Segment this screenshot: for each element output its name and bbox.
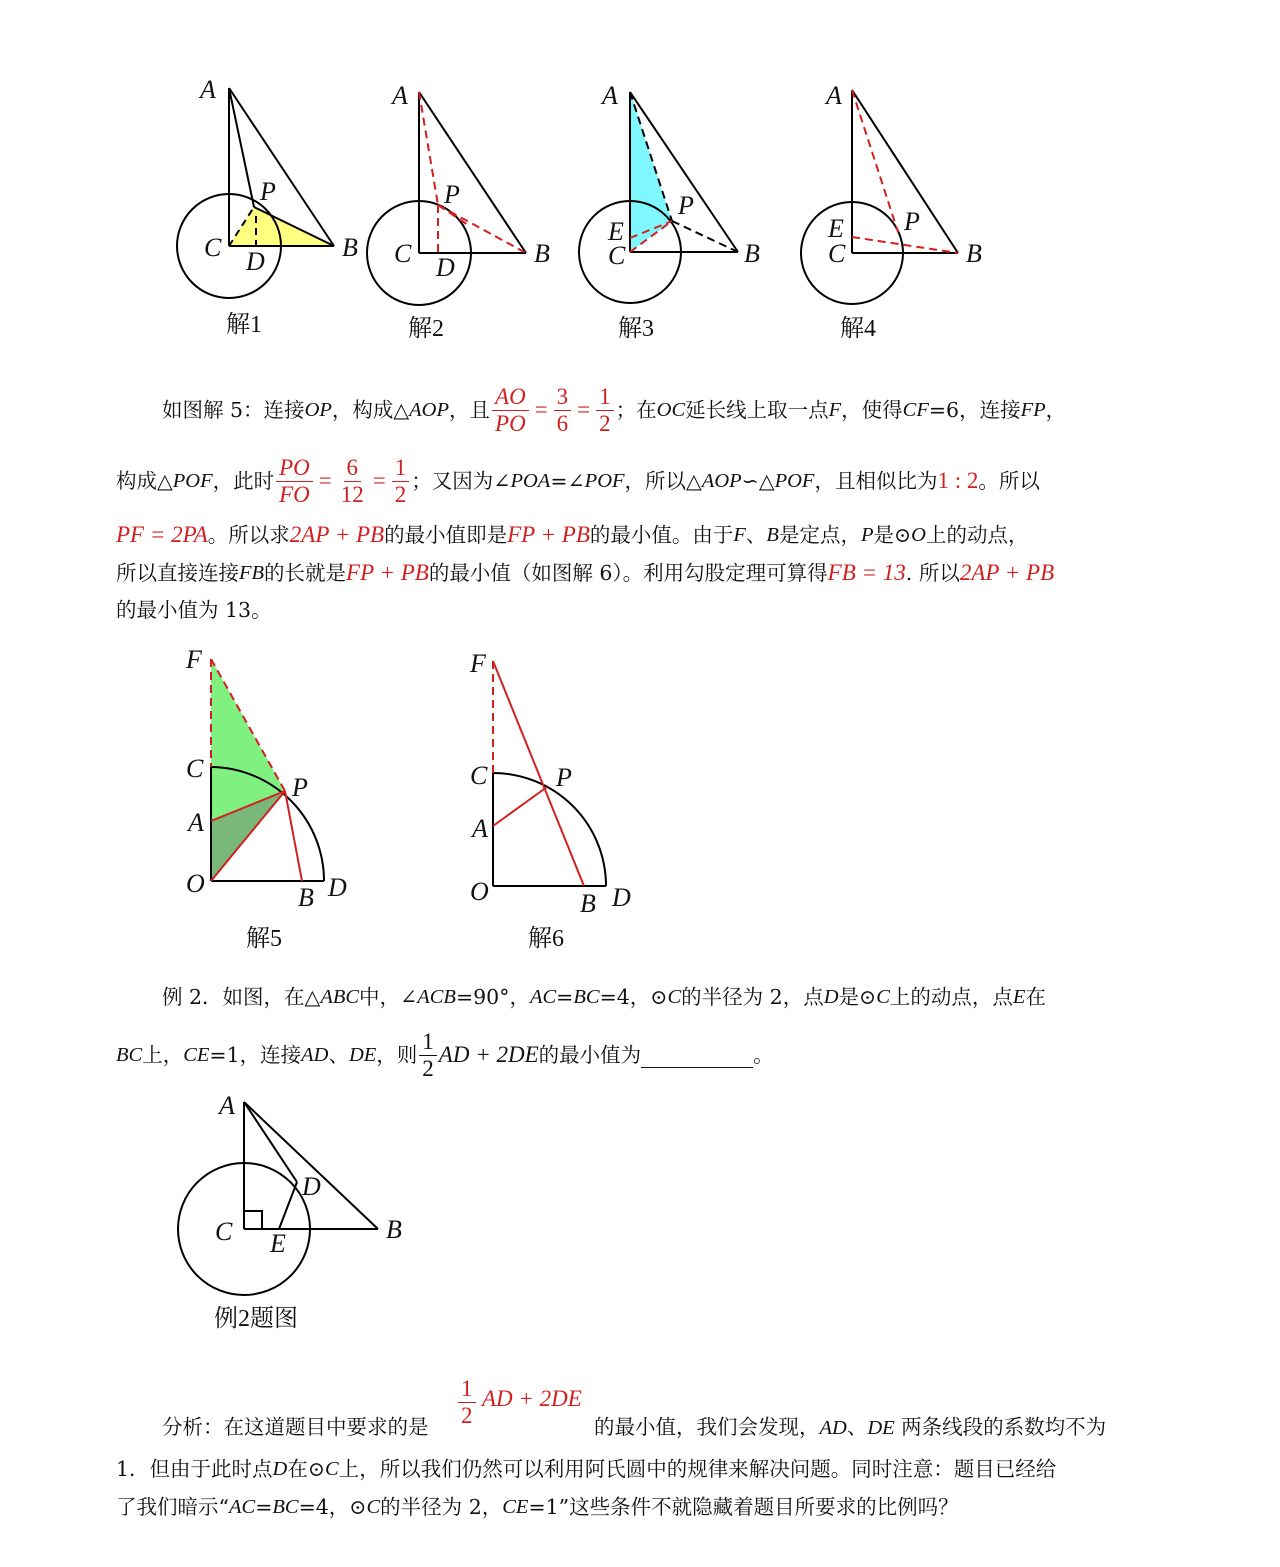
para-line-3: PF = 2PA 。所以求 2AP + PB 的最小值即是 FP + PB 的最小值。由于 F 、 B 是定点， P 是⊙ O 上的动点， [116,522,1029,547]
top-figures [0,0,1280,360]
analysis-line-3: 了我们暗示“ AC = BC =4，⊙ C 的半径为 2， CE =1”这些条件不就隐藏着题目所要求的比例吗？ [116,1495,959,1519]
svg-text:C: C [608,241,626,270]
svg-text:F: F [186,645,202,674]
fraction-po-fo: $\frac{PO}{FO}$ [276,455,313,508]
svg-text:P: P [904,207,920,236]
svg-text:D: D [436,253,455,282]
fraction-1-2b: $\frac{1}{2}$ [392,455,410,508]
caption-6: 解6 [528,926,564,952]
example-line-2: BC 上， CE =1，连接 AD 、 DE ，则 $\frac{1}{2}$ AD + 2DE 的最小值为 。 [116,1028,774,1081]
svg-text:B: B [744,239,760,268]
svg-text:A: A [602,81,618,110]
svg-text:P: P [444,180,460,209]
svg-text:C: C [394,239,412,268]
svg-text:A: A [200,75,216,104]
analysis-text [116,1376,1166,1526]
svg-text:E: E [270,1229,286,1258]
para-line-1: 如图解 5：连接 OP ，构成△ AOP ，且 $\frac{AO}{PO}$ = $\frac{3}{6}$ = $\frac{1}{2}$ ；在 OC 延长线上取一点 F ，使得 CF =6，连接 FP ， [162,383,1067,436]
para-line-2: 构成△ POF ，此时 $\frac{PO}{FO}$ = $\frac{6}{12}$ = $\frac{1}{2}$ ；又因为∠ POA =∠ POF ，所以△ AOP ∽△ POF ，且相似比为 1 : 2 。所以 [116,454,1040,507]
fraction-ao-po: $\frac{AO}{PO}$ [492,384,529,437]
caption-5: 解5 [246,926,282,952]
caption-example-2: 例2题图 [214,1306,298,1332]
analysis-line-2: 1．但由于此时点 D 在⊙ C 上，所以我们仍然可以利用阿氏圆中的规律来解决问题。同时注意：题目已经给 [116,1457,1057,1481]
caption-3: 解3 [618,316,654,342]
svg-text:P: P [292,773,308,802]
solution-paragraph [116,378,1166,628]
fraction-1-2: $\frac{1}{2}$ [596,384,614,437]
fraction-half: $\frac{1}{2}$ [419,1029,437,1082]
fraction-half-analysis: $\frac{1}{2}$ [458,1376,476,1429]
svg-text:A: A [826,81,842,110]
example-2-figure [0,1090,1280,1350]
caption-1: 解1 [226,312,262,338]
figure-solution-6 [469,649,631,952]
svg-text:D: D [612,883,631,912]
svg-text:C: C [204,233,222,262]
figure-solution-2 [367,81,550,342]
figure-solution-3 [579,81,760,342]
para-line-4: 所以直接连接 FB 的长就是 FP + PB 的最小值（如图解 6）。利用勾股定理可算得 FB = 13 . 所以 2AP + PB [116,560,1055,585]
svg-text:A: A [472,814,488,843]
svg-text:F: F [470,649,486,678]
svg-text:B: B [966,239,982,268]
cyan-triangle [630,92,672,252]
fraction-6-12: $\frac{6}{12}$ [340,454,364,507]
example-2-text [116,978,1166,1090]
svg-text:B: B [580,889,596,918]
figure-solution-4 [801,81,982,342]
middle-figures [0,640,1280,970]
svg-text:O: O [186,869,205,898]
figure-solution-5 [185,645,347,952]
caption-4: 解4 [840,316,876,342]
svg-text:B: B [298,883,314,912]
svg-text:E: E [608,217,624,246]
svg-text:C: C [186,754,204,783]
svg-text:D: D [246,247,265,276]
analysis-line-1: 分析：在这道题目中要求的是 $\frac{1}{2}$ AD + 2DE 的最小值，我们会发现，AD、DE 两条线段的系数均不为 [162,1376,1107,1439]
svg-text:D: D [328,873,347,902]
svg-text:P: P [260,177,276,206]
example-line-1: 例 2．如图，在△ ABC 中，∠ ACB =90°， AC = BC =4，⊙ C 的半径为 2，点 D 是⊙ C 上的动点，点 E 在 [162,985,1046,1009]
svg-text:D: D [302,1172,321,1201]
svg-text:C: C [215,1217,233,1246]
caption-2: 解2 [408,316,444,342]
answer-blank [641,1043,753,1068]
svg-text:C: C [828,239,846,268]
svg-text:P: P [678,191,694,220]
svg-text:B: B [342,233,358,262]
figure-solution-1 [177,75,358,338]
para-line-5: 的最小值为 13。 [116,598,272,622]
fraction-3-6: $\frac{3}{6}$ [554,384,572,437]
svg-text:C: C [470,761,488,790]
svg-text:A: A [219,1091,235,1120]
svg-text:B: B [386,1215,402,1244]
svg-text:A: A [188,808,204,837]
svg-text:E: E [828,214,844,243]
svg-text:O: O [470,877,489,906]
svg-text:A: A [392,81,408,110]
svg-text:P: P [556,763,572,792]
svg-text:B: B [534,239,550,268]
